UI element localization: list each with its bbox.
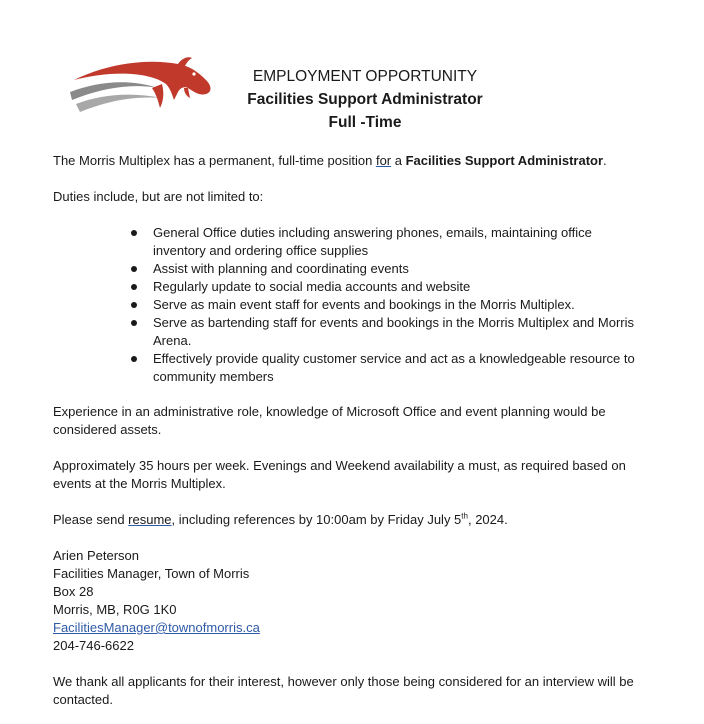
list-item: Effectively provide quality customer service and act as a knowledgeable resource to community members	[153, 350, 643, 386]
send-resume-paragraph: Please send resume, including references by 10:00am by Friday July 5th, 2024.	[53, 511, 508, 527]
header-type: Full -Time	[328, 114, 402, 131]
closing-paragraph: We thank all applicants for their interest, however only those being considered for an interview will be contacted.	[53, 674, 634, 707]
contact-phone: 204-746-6622	[53, 638, 134, 653]
bullet-icon	[131, 284, 137, 290]
contact-block	[53, 547, 643, 655]
bullet-icon	[131, 320, 137, 326]
contact-address: Morris, MB, R0G 1K0	[53, 602, 177, 617]
list-item: Assist with planning and coordinating events	[153, 260, 643, 278]
contact-box: Box 28	[53, 584, 94, 599]
job-header	[220, 66, 510, 134]
intro-paragraph: The Morris Multiplex has a permanent, full-time position for a Facilities Support Administrator.	[53, 153, 607, 168]
duties-lead: Duties include, but are not limited to:	[53, 189, 264, 204]
list-item: Regularly update to social media accounts and website	[153, 278, 643, 296]
list-item: Serve as main event staff for events and bookings in the Morris Multiplex.	[153, 296, 643, 314]
bullet-icon	[131, 266, 137, 272]
list-item: Serve as bartending staff for events and bookings in the Morris Multiplex and Morris Arena.	[153, 314, 643, 350]
list-item: General Office duties including answering phones, emails, maintaining office inventory and ordering office supplies	[153, 224, 643, 260]
horse-logo-icon	[66, 54, 214, 118]
job-posting-body	[53, 152, 643, 709]
bullet-icon	[131, 356, 137, 362]
header-title: EMPLOYMENT OPPORTUNITY	[252, 68, 478, 85]
header-position: Facilities Support Administrator	[247, 91, 483, 108]
hours-paragraph: Approximately 35 hours per week. Evenings and Weekend availability a must, as required based on events at the Morris Multiplex.	[53, 458, 626, 491]
bullet-icon	[131, 302, 137, 308]
bullet-icon	[131, 230, 137, 236]
contact-name: Arien Peterson	[53, 548, 139, 563]
experience-paragraph: Experience in an administrative role, knowledge of Microsoft Office and event planning would be considered assets.	[53, 404, 606, 437]
duties-list	[53, 224, 643, 386]
contact-email-link[interactable]: FacilitiesManager@townofmorris.ca	[53, 620, 260, 635]
contact-title: Facilities Manager, Town of Morris	[53, 566, 250, 581]
